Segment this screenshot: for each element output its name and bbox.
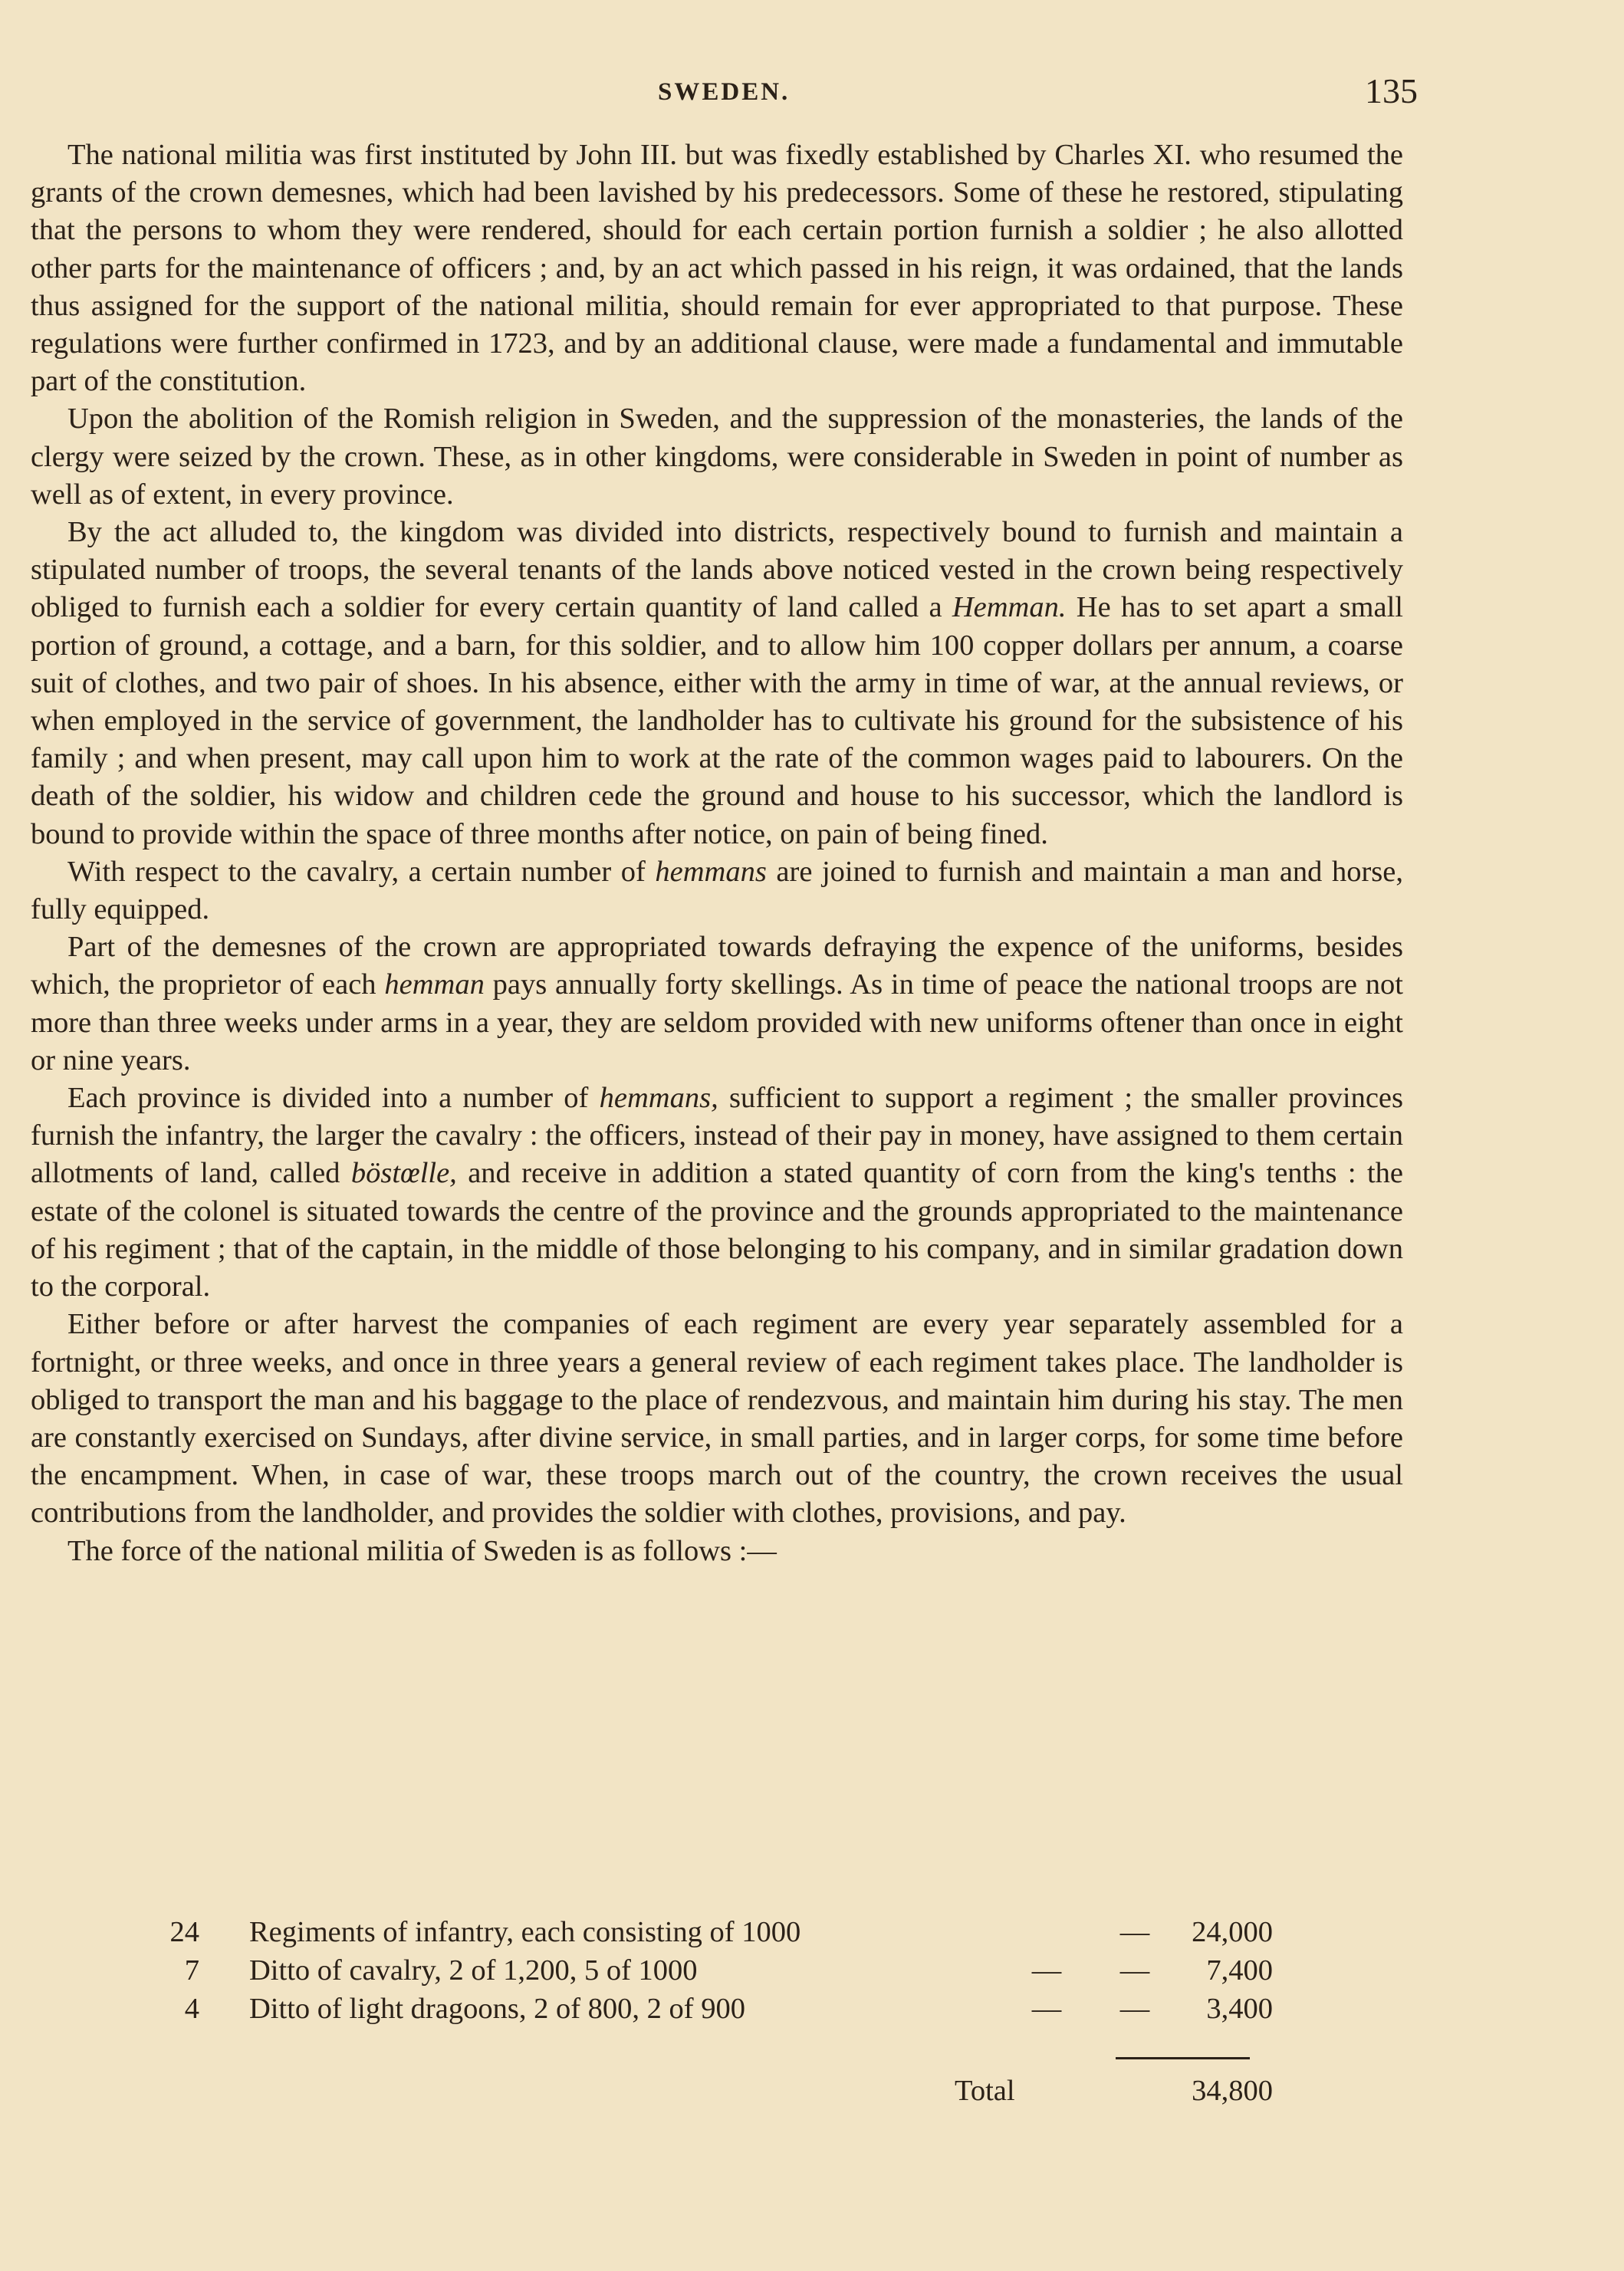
unit-description: Regiments of infantry, each consisting of 1000 — [249, 1916, 801, 1948]
text-run: and receive in addition a stated quantity of corn from the king's tenths : the estate of the colonel is situated towards the centre of the province and the grounds appropriated to the maintenance of his regiment ; that of the captain, in the middle of those belonging to his company, and in similar gradation down to the corporal. — [31, 1157, 1403, 1303]
unit-count: 24 — [169, 1916, 199, 1948]
leader-dash: — — [1119, 1916, 1150, 1948]
text-run: pays annually forty skellings. As in time of peace the national troops are not more than three weeks under arms in a year, they are seldom provided with new uniforms oftener than once in eight or nine years. — [31, 968, 1403, 1076]
unit-count: 4 — [184, 1993, 199, 2025]
page-header — [31, 71, 1418, 117]
unit-amount: 3,400 — [1206, 1993, 1273, 2025]
paragraph-provinces — [31, 1080, 1403, 1306]
text-run: are joined to furnish and maintain a man and horse, fully equipped. — [31, 855, 1403, 926]
paragraph-cavalry — [31, 853, 1403, 928]
total-amount: 34,800 — [1192, 2075, 1273, 2107]
text-run: Either before or after harvest the companies of each regiment are every year separately assembled for a fortnight, or three weeks, and once in three years a general review of each regiment takes place. The landholder is obliged to transport the man and his baggage to the place of rendezvous, and maintain him during his stay. The men are constantly exercised on Sundays, after divine service, in small parties, and in larger corps, for some time before the encampment. When, in case of war, these troops march out of the country, the crown receives the usual contributions from the landholder, and provides the soldier with clothes, provisions, and pay. — [31, 1308, 1403, 1530]
text-run: Each province is divided into a number of — [67, 1082, 600, 1115]
text-run: With respect to the cavalry, a certain number of — [67, 855, 656, 888]
italic-term: hemmans, — [599, 1082, 718, 1115]
table-row — [31, 1913, 1273, 1951]
italic-term: Hemman. — [952, 591, 1067, 624]
running-title: SWEDEN. — [658, 78, 791, 106]
total-row — [31, 2074, 1273, 2112]
unit-description: Ditto of cavalry, 2 of 1,200, 5 of 1000 — [249, 1954, 698, 1987]
leader-dash: — — [1031, 1993, 1062, 2025]
page-number: 135 — [1365, 71, 1418, 110]
unit-amount: 7,400 — [1206, 1954, 1273, 1987]
paragraph-reviews — [31, 1306, 1403, 1532]
text-run: The force of the national militia of Sweden is as follows :— — [67, 1534, 777, 1567]
paragraph-uniforms — [31, 928, 1403, 1080]
leader-dash: — — [1119, 1993, 1150, 2025]
text-run: He has to set apart a small portion of ground, a cottage, and a barn, for this soldier, and to allow him 100 copper dollars per annum, a coarse suit of clothes, and two pair of shoes. In his absence, either with the army in time of war, at the annual reviews, or when employed in the service of government, the landholder has to cultivate his ground for the subsistence of his family ; and when present, may call upon him to work at the rate of the common wages paid to labourers. On the death of the soldier, his widow and children cede the ground and house to his successor, which the landlord is bound to provide within the space of three months after notice, on pain of being fined. — [31, 591, 1403, 850]
leader-dash: — — [1119, 1954, 1150, 1987]
paragraph-districts — [31, 514, 1403, 853]
text-run: Upon the abolition of the Romish religion in Sweden, and the suppression of the monasteries, the lands of the clergy were seized by the crown. These, as in other kingdoms, were considerable in Sweden in point of number as well as of extent, in every province. — [31, 403, 1403, 511]
total-label: Total — [955, 2075, 1015, 2107]
table-row — [31, 1951, 1273, 1990]
body-text — [31, 136, 1403, 1570]
text-run: The national militia was first instituted by John III. but was fixedly established by Charles XI. who resumed the grants of the crown demesnes, which had been lavished by his predecessors. Some of these he restored, stipulating that the persons to whom they were rendered, should for each certain portion furnish a soldier ; he also allotted other parts for the maintenance of officers ; and, by an act which passed in his reign, it was ordained, that the lands thus assigned for the support of the national militia, should remain for ever appropriated to that purpose. These regulations were further confirmed in 1723, and by an additional clause, were made a fundamental and immutable part of the constitution. — [31, 139, 1403, 398]
leader-dash: — — [1031, 1954, 1062, 1987]
paragraph-clergy-lands — [31, 400, 1403, 514]
table-row — [31, 1990, 1273, 2028]
unit-amount: 24,000 — [1192, 1916, 1273, 1948]
sum-rule — [1116, 2057, 1250, 2059]
italic-term: hemman — [384, 968, 485, 1001]
force-table — [31, 1913, 1273, 2028]
text-run: sufficient to support a regiment ; the smaller provinces furnish the infantry, the larger the cavalry : the officers, instead of their pay in money, have assigned to them certain allotments of land, called — [31, 1082, 1403, 1190]
paragraph-militia-origin — [31, 136, 1403, 400]
text-run: By the act alluded to, the kingdom was divided into districts, respectively bound to furnish and maintain a stipulated number of troops, the several tenants of the lands above noticed vested in the crown being respectively obliged to furnish each a soldier for every certain quantity of land called a — [31, 516, 1403, 624]
italic-term: böstœlle, — [350, 1157, 457, 1190]
italic-term: hemmans — [655, 855, 767, 888]
paragraph-force-intro — [31, 1533, 1403, 1570]
text-run: Part of the demesnes of the crown are appropriated towards defraying the expence of the uniforms, besides which, the proprietor of each — [31, 931, 1403, 1001]
unit-count: 7 — [184, 1954, 199, 1987]
unit-description: Ditto of light dragoons, 2 of 800, 2 of 900 — [249, 1993, 745, 2025]
